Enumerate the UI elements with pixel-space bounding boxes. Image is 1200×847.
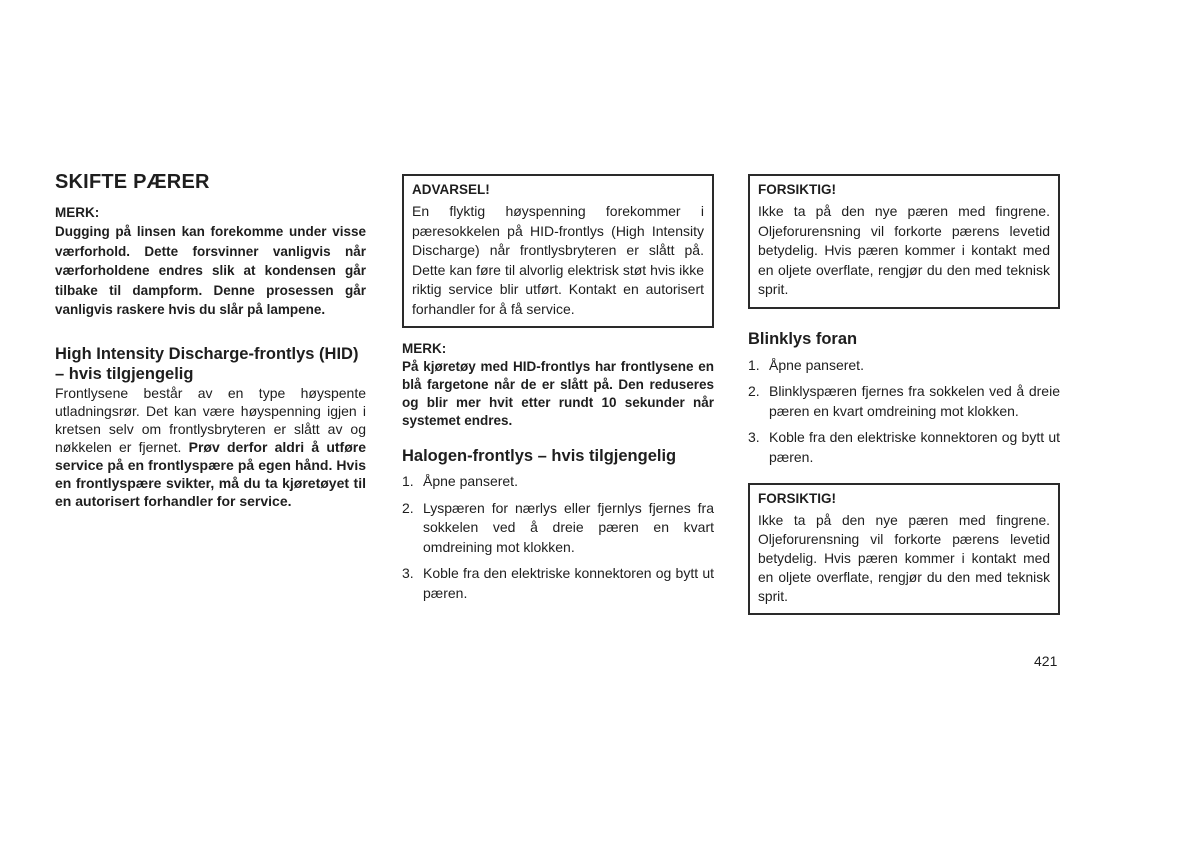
left-column xyxy=(55,170,366,510)
note-text: På kjøretøy med HID-frontlys har frontlysene en blå fargetone når de er slått på. Den reduseres og blir mer hvit etter rundt 10 sekunder når systemet endres. xyxy=(402,359,714,428)
list-item: 1. Åpne panseret. xyxy=(402,473,518,489)
halogen-steps xyxy=(402,472,714,603)
right-column xyxy=(748,170,1060,615)
hid-text-bold: Prøv derfor aldri å utføre service på en frontlyspære på egen hånd. Hvis en frontlyspære svikter, må du ta kjøretøyet til en autorisert forhandler for service. xyxy=(55,438,366,509)
warning-text: En flyktig høyspenning forekommer i pæresokkelen på HID-frontlys (High Intensity Discharge) når frontlysbryteren er slått på. Dette kan føre til alvorlig elektrisk støt hvis ikke riktig service blir utført. Kontakt en autorisert forhandler for å få service. xyxy=(412,203,704,317)
caution-title: FORSIKTIG! xyxy=(758,182,836,197)
list-item: 3. Koble fra den elektriske konnektoren og bytt ut pæren. xyxy=(748,429,1060,465)
caution-box-1 xyxy=(748,174,1060,309)
caution-title: FORSIKTIG! xyxy=(758,491,836,506)
caution-text: Ikke ta på den nye pæren med fingrene. Oljeforurensning vil forkorte pærens levetid betydelig. Hvis pæren kommer i kontakt med en oljete overflate, rengjør du den med teknisk sprit. xyxy=(758,203,1050,297)
hid-text-normal: Frontlysene består av en type høyspente utladningsrør. Det kan være høyspenning igjen i kretsen selv om frontlysbryteren er slått av og nøkkelen er fjernet. xyxy=(55,384,366,455)
list-item: 2. Blinklyspæren fjernes fra sokkelen ved å dreie pæren en kvart omdreining mot klokken. xyxy=(748,383,1060,419)
halogen-heading: Halogen-frontlys – hvis tilgjengelig xyxy=(402,447,677,465)
caution-text: Ikke ta på den nye pæren med fingrene. Oljeforurensning vil forkorte pærens levetid betydelig. Hvis pæren kommer i kontakt med en oljete overflate, rengjør du den med teknisk sprit. xyxy=(758,513,1050,604)
note-text: Dugging på linsen kan forekomme under visse værforhold. Dette forsvinner vanligvis når værforholdene endres slik at kondensen går tilbake til dampform. Denne prosessen går vanligvis raskere hvis du slår på lampene. xyxy=(55,224,366,317)
middle-column xyxy=(402,170,714,610)
section-title: SKIFTE PÆRER xyxy=(55,171,210,193)
hid-heading: High Intensity Discharge-frontlys (HID) – hvis tilgjengelig xyxy=(55,344,359,383)
list-item: 3. Koble fra den elektriske konnektoren og bytt ut pæren. xyxy=(402,565,714,601)
note-label: MERK: xyxy=(402,341,447,356)
hid-paragraph xyxy=(55,384,366,510)
warning-box xyxy=(402,174,714,328)
blinklys-steps xyxy=(748,356,1060,468)
caution-box-2 xyxy=(748,483,1060,615)
note-label: MERK: xyxy=(55,205,100,220)
blinklys-heading: Blinklys foran xyxy=(748,329,858,348)
warning-title: ADVARSEL! xyxy=(412,182,490,197)
page-number: 421 xyxy=(1034,653,1058,669)
list-item: 1. Åpne panseret. xyxy=(748,356,864,373)
list-item: 2. Lyspæren for nærlys eller fjernlys fjernes fra sokkelen ved å dreie pæren en kvart omdreining mot klokken. xyxy=(402,499,714,555)
